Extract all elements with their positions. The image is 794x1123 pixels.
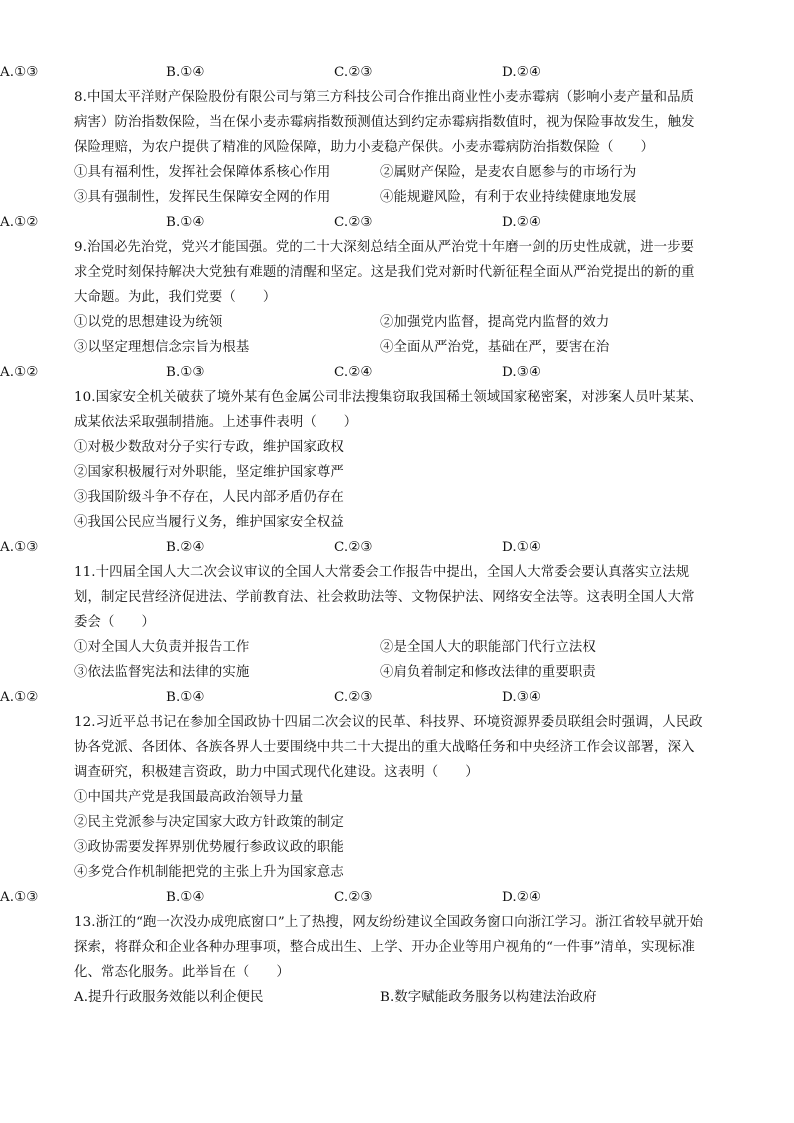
q11-stem-line-2: 划，制定民营经济促进法、学前教育法、社会救助法等、文物保护法、网络安全法等。这表明全国人大常	[74, 590, 695, 605]
q10-option-c[interactable]: C.②③	[334, 540, 373, 555]
q9-option-d[interactable]: D.③④	[502, 365, 541, 380]
q9-item-2: ②加强党内监督，提高党内监督的效力	[380, 315, 610, 330]
q11-stem-line-1: 11.十四届全国人大二次会议审议的全国人大常委会工作报告中提出，全国人大常委会要认真落实立法规	[74, 565, 690, 580]
q10-item-2: ②国家积极履行对外职能，坚定维护国家尊严	[74, 465, 344, 480]
q8-option-a[interactable]: A.①②	[0, 215, 39, 230]
q8-option-b[interactable]: B.①④	[166, 215, 205, 230]
q13-option-b[interactable]: B.数字赋能政务服务以构建法治政府	[380, 990, 597, 1005]
q11-option-d[interactable]: D.③④	[502, 690, 541, 705]
q13-stem-line-1: 13.浙江的“跑一次没办成兜底窗口”上了热搜，网友纷纷建议全国政务窗口向浙江学习。浙江省较早就开始	[74, 915, 704, 930]
q9-option-c[interactable]: C.②④	[334, 365, 373, 380]
q8-item-1: ①具有福利性，发挥社会保障体系核心作用	[74, 165, 331, 180]
q11-item-3: ③依法监督宪法和法律的实施	[74, 665, 250, 680]
q7-options	[0, 64, 650, 82]
q11-option-b[interactable]: B.①④	[166, 690, 205, 705]
q12-stem-line-1: 12.习近平总书记在参加全国政协十四届二次会议的民革、科技界、环境资源界委员联组会时强调，人民政	[74, 715, 703, 730]
q12-item-3: ③政协需要发挥界别优势履行参政议政的职能	[74, 840, 344, 855]
q9-item-4: ④全面从严治党，基础在严，要害在治	[380, 340, 610, 355]
q10-item-4: ④我国公民应当履行义务，维护国家安全权益	[74, 515, 344, 530]
q8-stem-line-2: 病害）防治指数保险，当在保小麦赤霉病指数预测值达到约定赤霉病指数值时，视为保险事故发生，触发	[74, 115, 695, 130]
q9-stem-line-3: 大命题。为此，我们党要（ ）	[74, 290, 277, 305]
q12-item-1: ①中国共产党是我国最高政治领导力量	[74, 790, 304, 805]
q11-item-1: ①对全国人大负责并报告工作	[74, 640, 250, 655]
q9-option-b[interactable]: B.①③	[166, 365, 205, 380]
q8-item-3: ③具有强制性，发挥民生保障安全网的作用	[74, 190, 331, 205]
q9-option-a[interactable]: A.①②	[0, 365, 39, 380]
q12-stem-line-3: 调查研究，积极建言资政，助力中国式现代化建设。这表明（ ）	[74, 765, 479, 780]
q7-option-c[interactable]: C.②③	[334, 65, 373, 80]
q9-item-1: ①以党的思想建设为统领	[74, 315, 223, 330]
q7-option-b[interactable]: B.①④	[166, 65, 205, 80]
q10-stem-line-1: 10.国家安全机关破获了境外某有色金属公司非法搜集窃取我国稀土领域国家秘密案，对涉案人员叶某某、	[74, 390, 703, 405]
q8-stem-line-1: 8.中国太平洋财产保险股份有限公司与第三方科技公司合作推出商业性小麦赤霉病（影响小麦产量和品质	[74, 90, 695, 105]
q9-options	[0, 364, 650, 382]
q12-option-a[interactable]: A.①③	[0, 890, 39, 905]
q9-item-3: ③以坚定理想信念宗旨为根基	[74, 340, 250, 355]
q12-option-d[interactable]: D.②④	[502, 890, 541, 905]
q10-option-a[interactable]: A.①③	[0, 540, 39, 555]
q10-option-d[interactable]: D.①④	[502, 540, 541, 555]
q7-option-a[interactable]: A.①③	[0, 65, 39, 80]
q11-item-4: ④肩负着制定和修改法律的重要职责	[380, 665, 596, 680]
q11-option-a[interactable]: A.①②	[0, 690, 39, 705]
q12-option-c[interactable]: C.②③	[334, 890, 373, 905]
q10-item-1: ①对极少数敌对分子实行专政，维护国家政权	[74, 440, 344, 455]
q10-item-3: ③我国阶级斗争不存在，人民内部矛盾仍存在	[74, 490, 344, 505]
q11-stem-line-3: 委会（ ）	[74, 615, 155, 630]
q12-stem-line-2: 协各党派、各团体、各族各界人士要围绕中共二十大提出的重大战略任务和中央经济工作会议部署，深入	[74, 740, 695, 755]
q13-stem-line-2: 探索，将群众和企业各种办理事项，整合成出生、上学、开办企业等用户视角的“一件事”清单，实现标准	[74, 940, 695, 955]
q11-option-c[interactable]: C.②③	[334, 690, 373, 705]
q12-item-4: ④多党合作机制能把党的主张上升为国家意志	[74, 865, 344, 880]
q11-item-2: ②是全国人大的职能部门代行立法权	[380, 640, 596, 655]
q8-item-2: ②属财产保险，是麦农自愿参与的市场行为	[380, 165, 637, 180]
q13-option-a[interactable]: A.提升行政服务效能以利企便民	[74, 990, 264, 1005]
q9-stem-line-1: 9.治国必先治党，党兴才能国强。党的二十大深刻总结全面从严治党十年磨一剑的历史性成就，进一步要	[74, 240, 695, 255]
q10-stem-line-2: 成某依法采取强制措施。上述事件表明（ ）	[74, 415, 358, 430]
q10-option-b[interactable]: B.②④	[166, 540, 205, 555]
q10-options	[0, 539, 650, 557]
q8-stem-line-3: 保险理赔，为农户提供了精准的风险保障，助力小麦稳产保供。小麦赤霉病防治指数保险（ ）	[74, 140, 655, 155]
q13-stem-line-3: 化、常态化服务。此举旨在（ ）	[74, 965, 290, 980]
q8-item-4: ④能规避风险，有利于农业持续健康地发展	[380, 190, 637, 205]
q12-options	[0, 889, 650, 907]
q12-option-b[interactable]: B.①④	[166, 890, 205, 905]
q8-options	[0, 214, 650, 232]
q7-option-d[interactable]: D.②④	[502, 65, 541, 80]
q11-options	[0, 689, 650, 707]
q8-option-d[interactable]: D.②④	[502, 215, 541, 230]
q8-option-c[interactable]: C.②③	[334, 215, 373, 230]
q9-stem-line-2: 求全党时刻保持解决大党独有难题的清醒和坚定。这是我们党对新时代新征程全面从严治党提出的新的重	[74, 265, 695, 280]
q12-item-2: ②民主党派参与决定国家大政方针政策的制定	[74, 815, 344, 830]
